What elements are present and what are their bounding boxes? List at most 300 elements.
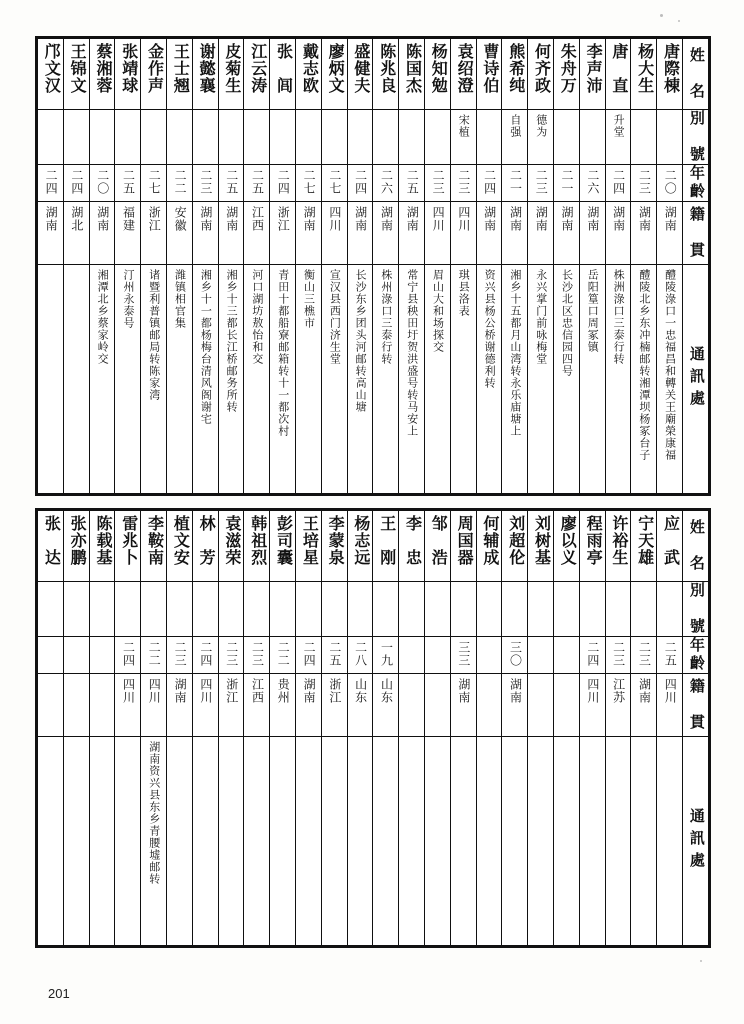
header-name-text: 姓 名 — [687, 519, 704, 573]
cell-alias-text: 升堂 — [612, 114, 625, 138]
cell-age — [63, 165, 89, 202]
cell-name-text: 彭司囊 — [274, 515, 292, 566]
cell-address-text: 永兴掌门前咏梅堂 — [534, 269, 547, 365]
cell-name-text: 韩祖烈 — [248, 515, 266, 566]
cell-age — [605, 165, 631, 202]
cell-age — [218, 165, 244, 202]
cell-name — [63, 39, 89, 110]
cell-address — [115, 737, 141, 946]
cell-name — [605, 39, 631, 110]
cell-native — [424, 674, 450, 737]
cell-address-text: 湘潭北乡蔡家岭交 — [96, 269, 109, 365]
cell-name — [579, 39, 605, 110]
cell-age-text: 二三 — [456, 169, 471, 195]
cell-native — [605, 202, 631, 265]
cell-age-text: 二七 — [327, 169, 342, 195]
cell-name — [115, 511, 141, 582]
cell-name — [321, 511, 347, 582]
cell-name-text: 张亦鹏 — [68, 515, 86, 566]
cell-age — [270, 637, 296, 674]
cell-name-text: 廖以义 — [558, 515, 576, 566]
cell-alias — [115, 110, 141, 165]
cell-native-text: 湖南 — [637, 678, 652, 704]
cell-name-text: 周国器 — [455, 515, 473, 566]
cell-alias — [192, 582, 218, 637]
cell-address — [295, 737, 321, 946]
cell-name — [476, 39, 502, 110]
cell-native — [579, 674, 605, 737]
cell-name-text: 杨大生 — [635, 43, 653, 94]
cell-address — [424, 265, 450, 494]
cell-native — [450, 674, 476, 737]
cell-alias — [115, 582, 141, 637]
cell-native-text: 湖南 — [663, 206, 678, 232]
cell-native-text: 江西 — [250, 206, 265, 232]
cell-address — [63, 265, 89, 494]
cell-name-text: 李 忠 — [403, 515, 421, 566]
cell-alias — [553, 110, 579, 165]
cell-native-text: 湖南 — [224, 206, 239, 232]
cell-native — [424, 202, 450, 265]
cell-address — [605, 265, 631, 494]
header-alias-text: 別 號 — [687, 582, 704, 636]
cell-name-text: 何齐政 — [532, 43, 550, 94]
cell-age — [244, 637, 270, 674]
cell-native-text: 安徽 — [173, 206, 188, 232]
header-name — [682, 39, 708, 110]
cell-age-text: 二三 — [637, 169, 652, 195]
cell-age — [476, 165, 502, 202]
cell-age — [115, 637, 141, 674]
cell-name — [218, 39, 244, 110]
cell-address — [89, 737, 115, 946]
cell-address — [553, 737, 579, 946]
cell-native-text: 湖南 — [482, 206, 497, 232]
header-alias-text: 別 號 — [687, 110, 704, 164]
cell-native — [528, 202, 554, 265]
cell-address-text: 湖南资兴县东乡青腰墟邮转 — [147, 741, 160, 885]
cell-age — [450, 637, 476, 674]
cell-name — [657, 39, 683, 110]
cell-native-text: 山东 — [379, 678, 394, 704]
cell-age-text: 二四 — [121, 641, 136, 667]
cell-native-text: 湖南 — [637, 206, 652, 232]
cell-age-text: 三三 — [456, 641, 471, 667]
cell-name — [38, 39, 64, 110]
cell-name — [476, 511, 502, 582]
cell-native — [502, 202, 528, 265]
table-row — [38, 737, 709, 946]
cell-alias — [347, 582, 373, 637]
header-name — [682, 511, 708, 582]
cell-age — [321, 165, 347, 202]
cell-name-text: 廖炳文 — [326, 43, 344, 94]
table-row — [38, 265, 709, 494]
cell-native-text: 湖南 — [302, 206, 317, 232]
cell-alias-text: 德为 — [534, 114, 547, 138]
header-age-text: 年齡 — [687, 165, 704, 201]
cell-age — [270, 165, 296, 202]
cell-name — [166, 511, 192, 582]
cell-alias — [631, 110, 657, 165]
cell-address — [399, 265, 425, 494]
cell-age — [373, 637, 399, 674]
table-row — [38, 637, 709, 674]
cell-name — [38, 511, 64, 582]
cell-alias — [141, 582, 167, 637]
cell-native — [450, 202, 476, 265]
cell-native — [295, 674, 321, 737]
cell-address — [141, 265, 167, 494]
cell-age-text: 二四 — [276, 169, 291, 195]
cell-name-text: 许裕生 — [609, 515, 627, 566]
cell-address — [476, 737, 502, 946]
cell-native — [553, 202, 579, 265]
cell-age-text: 二五 — [327, 641, 342, 667]
cell-name — [270, 39, 296, 110]
cell-age — [657, 165, 683, 202]
cell-native-text: 湖南 — [302, 678, 317, 704]
cell-age — [295, 165, 321, 202]
cell-age — [631, 637, 657, 674]
cell-address-text: 衡山三樵市 — [302, 269, 315, 329]
cell-name-text: 江云涛 — [248, 43, 266, 94]
cell-address-text: 资兴县杨公桥谢德利转 — [483, 269, 496, 389]
cell-age-text: 二六 — [379, 169, 394, 195]
cell-native — [270, 202, 296, 265]
cell-name-text: 曹诗伯 — [480, 43, 498, 94]
cell-native-text: 湖南 — [95, 206, 110, 232]
cell-native-text: 山东 — [353, 678, 368, 704]
cell-alias — [270, 110, 296, 165]
cell-name — [657, 511, 683, 582]
cell-native-text: 湖南 — [560, 206, 575, 232]
cell-native — [399, 202, 425, 265]
cell-age — [166, 637, 192, 674]
cell-native-text: 湖南 — [44, 206, 59, 232]
cell-name — [295, 39, 321, 110]
cell-age — [218, 637, 244, 674]
cell-name-text: 邝文汉 — [42, 43, 60, 94]
cell-native-text: 四川 — [147, 678, 162, 704]
cell-age-text: 二四 — [302, 641, 317, 667]
cell-age-text: 二五 — [121, 169, 136, 195]
cell-native — [63, 202, 89, 265]
cell-age — [502, 165, 528, 202]
cell-name — [502, 39, 528, 110]
cell-alias — [63, 582, 89, 637]
table-row — [38, 39, 709, 110]
cell-address — [218, 265, 244, 494]
cell-native — [476, 202, 502, 265]
cell-name-text: 李鞍南 — [145, 515, 163, 566]
cell-age — [424, 637, 450, 674]
cell-address-text: 湘乡十三都长江桥邮务所转 — [225, 269, 238, 413]
page-number: 201 — [48, 986, 70, 1001]
cell-name-text: 皮菊生 — [222, 43, 240, 94]
cell-name — [424, 511, 450, 582]
cell-native-text: 四川 — [663, 678, 678, 704]
cell-native-text: 浙江 — [224, 678, 239, 704]
cell-alias — [63, 110, 89, 165]
cell-name — [347, 511, 373, 582]
cell-native — [502, 674, 528, 737]
cell-name-text: 宁天雄 — [635, 515, 653, 566]
cell-native-text: 湖南 — [405, 206, 420, 232]
cell-name-text: 植文安 — [171, 515, 189, 566]
header-address — [682, 265, 708, 494]
cell-alias — [450, 110, 476, 165]
table-row — [38, 110, 709, 165]
cell-name-text: 张 闾 — [274, 43, 292, 94]
cell-age-text: 二三 — [431, 169, 446, 195]
cell-address — [192, 737, 218, 946]
table-row — [38, 202, 709, 265]
cell-name-text: 李声沛 — [584, 43, 602, 94]
cell-native — [295, 202, 321, 265]
cell-native-text: 四川 — [431, 206, 446, 232]
cell-alias — [192, 110, 218, 165]
cell-address — [579, 265, 605, 494]
header-native-text: 籍 貫 — [687, 206, 704, 260]
cell-age — [192, 165, 218, 202]
cell-native — [631, 202, 657, 265]
cell-name — [192, 511, 218, 582]
cell-age — [631, 165, 657, 202]
cell-age-text: 二〇 — [95, 169, 110, 195]
cell-name — [631, 39, 657, 110]
cell-age-text: 二二 — [276, 641, 291, 667]
cell-native — [657, 674, 683, 737]
cell-alias — [321, 110, 347, 165]
header-native — [682, 674, 708, 737]
cell-native-text: 湖南 — [508, 206, 523, 232]
cell-name — [218, 511, 244, 582]
cell-address — [605, 737, 631, 946]
cell-native — [244, 674, 270, 737]
cell-address — [373, 265, 399, 494]
header-native — [682, 202, 708, 265]
cell-address-text: 长沙东乡团头河邮转高山塘 — [354, 269, 367, 413]
cell-native — [528, 674, 554, 737]
cell-address — [270, 737, 296, 946]
cell-age — [244, 165, 270, 202]
cell-name-text: 袁绍澄 — [455, 43, 473, 94]
cell-name-text: 杨知勉 — [429, 43, 447, 94]
cell-age — [347, 165, 373, 202]
cell-alias — [141, 110, 167, 165]
cell-name — [115, 39, 141, 110]
cell-address — [38, 265, 64, 494]
cell-alias — [166, 582, 192, 637]
cell-native-text: 湖北 — [69, 206, 84, 232]
scan-speck — [678, 20, 680, 22]
cell-native-text: 江苏 — [611, 678, 626, 704]
cell-alias — [424, 110, 450, 165]
cell-name — [141, 39, 167, 110]
cell-name — [141, 511, 167, 582]
cell-age-text: 二三 — [198, 169, 213, 195]
cell-age — [553, 165, 579, 202]
cell-age-text: 二四 — [585, 641, 600, 667]
header-address-text: 通訊處 — [687, 346, 704, 412]
cell-address-text: 汀州永泰号 — [121, 269, 134, 329]
scan-speck — [660, 14, 663, 17]
cell-name — [631, 511, 657, 582]
cell-native — [631, 674, 657, 737]
cell-name-text: 唐 直 — [609, 43, 627, 94]
cell-alias — [476, 110, 502, 165]
cell-name-text: 王士翘 — [171, 43, 189, 94]
cell-alias — [38, 110, 64, 165]
roster-grid-upper — [37, 38, 709, 494]
cell-name-text: 程雨亭 — [584, 515, 602, 566]
cell-native — [192, 202, 218, 265]
cell-name-text: 刘树基 — [532, 515, 550, 566]
cell-address — [166, 737, 192, 946]
roster-table-upper — [35, 36, 711, 496]
header-alias — [682, 582, 708, 637]
cell-native — [553, 674, 579, 737]
cell-name — [502, 511, 528, 582]
cell-address — [502, 265, 528, 494]
cell-address — [63, 737, 89, 946]
cell-name-text: 熊希纯 — [506, 43, 524, 94]
cell-name — [450, 39, 476, 110]
cell-name — [373, 39, 399, 110]
cell-alias — [631, 582, 657, 637]
cell-native-text: 湖南 — [379, 206, 394, 232]
cell-alias — [218, 110, 244, 165]
cell-native — [89, 674, 115, 737]
cell-address — [579, 737, 605, 946]
cell-alias — [605, 110, 631, 165]
cell-address — [450, 737, 476, 946]
cell-name — [553, 39, 579, 110]
cell-age-text: 二四 — [44, 169, 59, 195]
cell-age-text: 二五 — [405, 169, 420, 195]
cell-alias — [244, 110, 270, 165]
cell-address-text: 眉山大和场探交 — [431, 269, 444, 353]
cell-age-text: 二八 — [353, 641, 368, 667]
cell-alias — [166, 110, 192, 165]
cell-native — [192, 674, 218, 737]
cell-address — [553, 265, 579, 494]
cell-age-text: 二三 — [611, 641, 626, 667]
cell-age-text: 二四 — [353, 169, 368, 195]
cell-native-text: 湖南 — [508, 678, 523, 704]
cell-name-text: 李蒙泉 — [326, 515, 344, 566]
cell-native-text: 浙江 — [276, 206, 291, 232]
cell-native — [373, 202, 399, 265]
cell-native — [218, 674, 244, 737]
cell-name — [347, 39, 373, 110]
cell-name — [244, 511, 270, 582]
cell-name-text: 陈兆良 — [377, 43, 395, 94]
roster-grid-lower — [37, 510, 709, 946]
cell-age-text: 二七 — [302, 169, 317, 195]
cell-address — [631, 737, 657, 946]
table-row — [38, 582, 709, 637]
cell-age — [579, 165, 605, 202]
cell-alias — [295, 582, 321, 637]
cell-name — [89, 39, 115, 110]
cell-native — [657, 202, 683, 265]
table-row — [38, 674, 709, 737]
cell-name — [605, 511, 631, 582]
cell-age — [89, 165, 115, 202]
cell-address — [502, 737, 528, 946]
cell-age — [399, 165, 425, 202]
cell-address — [476, 265, 502, 494]
cell-age-text: 二四 — [69, 169, 84, 195]
cell-address — [218, 737, 244, 946]
header-age-text: 年齡 — [687, 637, 704, 673]
cell-age — [373, 165, 399, 202]
cell-alias — [579, 110, 605, 165]
cell-alias — [579, 582, 605, 637]
cell-address — [657, 265, 683, 494]
cell-name — [295, 511, 321, 582]
cell-address-text: 株州淥口三泰行转 — [379, 269, 392, 365]
cell-native-text: 福建 — [121, 206, 136, 232]
cell-alias — [295, 110, 321, 165]
cell-native-text: 四川 — [198, 678, 213, 704]
cell-alias — [605, 582, 631, 637]
cell-native — [399, 674, 425, 737]
cell-native — [38, 674, 64, 737]
cell-native — [115, 202, 141, 265]
cell-address — [347, 737, 373, 946]
cell-native-text: 浙江 — [147, 206, 162, 232]
cell-name-text: 刘超伦 — [506, 515, 524, 566]
header-alias — [682, 110, 708, 165]
cell-address — [89, 265, 115, 494]
cell-address — [244, 737, 270, 946]
cell-age-text: 二二 — [173, 169, 188, 195]
cell-address — [657, 737, 683, 946]
cell-name — [321, 39, 347, 110]
table-row — [38, 511, 709, 582]
cell-name-text: 王培星 — [300, 515, 318, 566]
cell-native — [244, 202, 270, 265]
cell-name — [528, 511, 554, 582]
cell-alias — [528, 110, 554, 165]
cell-age — [528, 637, 554, 674]
cell-alias — [528, 582, 554, 637]
cell-age-text: 二四 — [611, 169, 626, 195]
cell-age — [141, 165, 167, 202]
cell-age — [321, 637, 347, 674]
cell-age-text: 二三 — [637, 641, 652, 667]
cell-name-text: 陈国杰 — [403, 43, 421, 94]
cell-alias — [553, 582, 579, 637]
header-age — [682, 637, 708, 674]
cell-age-text: 二三 — [250, 641, 265, 667]
cell-address — [192, 265, 218, 494]
header-address-text: 通訊處 — [687, 808, 704, 874]
cell-address — [347, 265, 373, 494]
cell-name — [270, 511, 296, 582]
cell-native — [218, 202, 244, 265]
cell-age-text: 二三 — [534, 169, 549, 195]
cell-age — [192, 637, 218, 674]
cell-address — [270, 265, 296, 494]
cell-name — [63, 511, 89, 582]
cell-name — [528, 39, 554, 110]
cell-name-text: 张靖球 — [119, 43, 137, 94]
cell-name-text: 应 武 — [661, 515, 679, 566]
